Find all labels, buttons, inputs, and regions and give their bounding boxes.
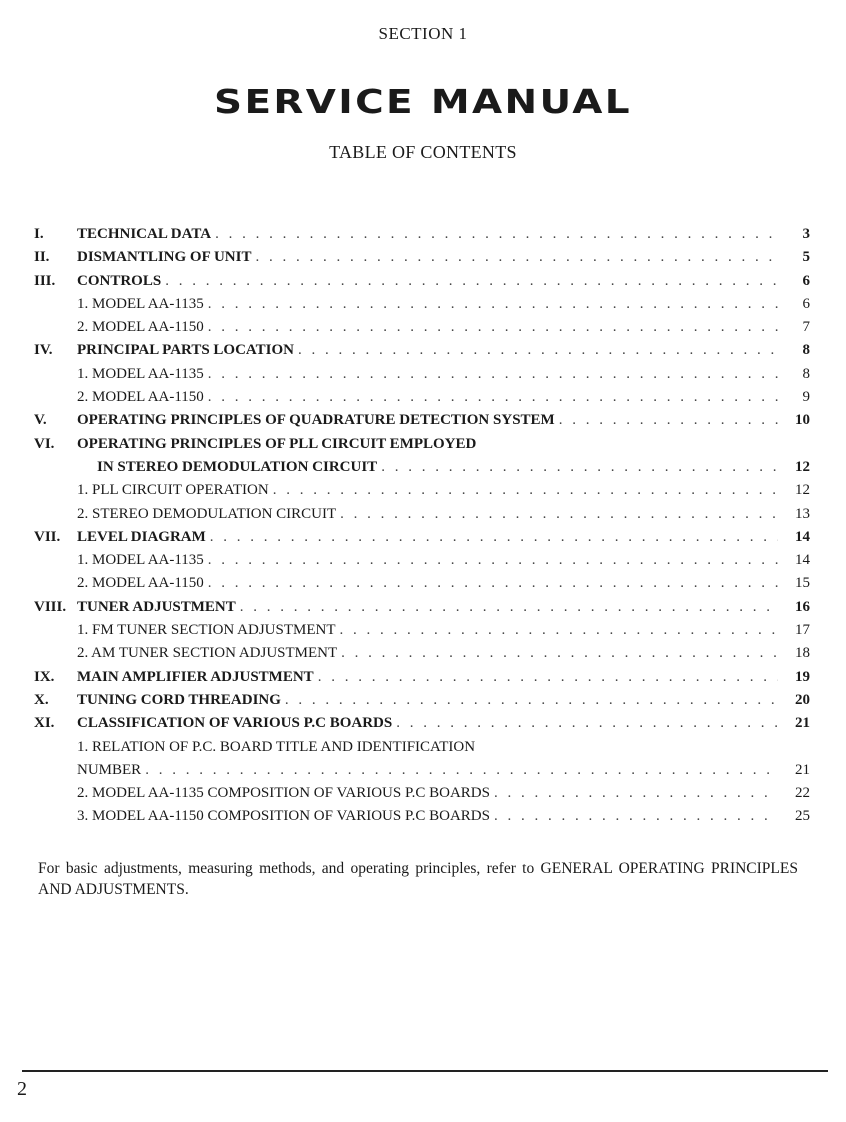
toc-entry-label: TUNING CORD THREADING: [77, 691, 281, 708]
toc-heading: TABLE OF CONTENTS: [329, 142, 517, 162]
toc-entry-number: IX.: [34, 668, 55, 685]
toc-entry-page: 12: [795, 458, 810, 475]
dot-leader: [494, 785, 778, 802]
dot-leader: [208, 319, 778, 336]
dot-leader: [210, 529, 778, 546]
toc-entry-label: OPERATING PRINCIPLES OF QUADRATURE DETECTION SYSTEM: [77, 412, 555, 429]
toc-entry-label: NUMBER: [77, 761, 142, 778]
toc-entry: [34, 319, 810, 342]
toc-entry-label: 2. AM TUNER SECTION ADJUSTMENT: [77, 645, 338, 662]
toc-entry-page: 20: [795, 691, 810, 708]
toc-entry-page: 7: [802, 319, 810, 336]
toc-entry-label: TUNER ADJUSTMENT: [77, 598, 236, 615]
dot-leader: [396, 715, 778, 732]
page-number: 2: [17, 1078, 27, 1100]
dot-leader: [255, 249, 778, 266]
dot-leader: [165, 273, 778, 290]
toc-entry-label: TECHNICAL DATA: [77, 226, 212, 242]
toc-entry: [34, 575, 810, 598]
dot-leader: [298, 342, 778, 359]
toc-entry-number: V.: [34, 412, 47, 429]
toc-entry: [34, 785, 810, 808]
toc-entry-page: 19: [795, 668, 810, 685]
toc-entry-number: VI.: [34, 435, 55, 452]
toc-entry-number: VII.: [34, 528, 61, 545]
footer-rule: [22, 1070, 828, 1072]
toc-entry-page: 13: [795, 505, 810, 522]
toc-entry-page: 12: [795, 482, 810, 499]
toc-entry-page: 16: [795, 598, 810, 615]
toc-entry: [34, 249, 810, 272]
toc-entry: [34, 808, 810, 831]
dot-leader: [208, 296, 778, 313]
toc-entry-number: X.: [34, 691, 49, 708]
toc-entry-label: 3. MODEL AA-1150 COMPOSITION OF VARIOUS P.C BOARDS: [77, 808, 490, 825]
dot-leader: [340, 622, 779, 639]
toc-entry-page: 6: [802, 272, 810, 289]
dot-leader: [494, 808, 778, 825]
toc-entry: [34, 552, 810, 575]
toc-entry-label: 2. MODEL AA-1135 COMPOSITION OF VARIOUS P.C BOARDS: [77, 785, 490, 802]
toc-entry: [34, 296, 810, 319]
toc-entry: [34, 366, 810, 389]
dot-leader: [208, 552, 778, 569]
dot-leader: [559, 412, 778, 429]
toc-entry-label: CLASSIFICATION OF VARIOUS P.C BOARDS: [77, 715, 393, 732]
toc-entry: [34, 482, 810, 505]
toc-entry: [34, 692, 810, 715]
table-of-contents: [34, 226, 810, 832]
toc-entry-page: 6: [802, 295, 810, 312]
toc-entry-label: 1. MODEL AA-1135: [77, 552, 204, 569]
toc-entry-number: IV.: [34, 342, 53, 359]
toc-entry: [34, 622, 810, 645]
dot-leader: [145, 762, 778, 779]
toc-entry-number: VIII.: [34, 598, 67, 615]
toc-entry-page: 10: [795, 412, 810, 429]
toc-entry: [34, 273, 810, 296]
toc-entry-page: 14: [795, 552, 810, 569]
dot-leader: [381, 459, 778, 476]
toc-entry: [34, 529, 810, 552]
toc-entry: [34, 762, 810, 785]
toc-entry-number: II.: [34, 249, 50, 266]
section-heading: SECTION 1: [378, 24, 468, 43]
toc-entry-label: CONTROLS: [77, 272, 162, 289]
toc-entry: [34, 645, 810, 668]
toc-entry-page: 18: [795, 645, 810, 662]
dot-leader: [208, 575, 778, 592]
dot-leader: [215, 226, 778, 243]
toc-entry-page: 9: [802, 389, 810, 406]
toc-entry-label: 2. MODEL AA-1150: [77, 389, 204, 406]
dot-leader: [240, 599, 778, 616]
toc-entry-page: 8: [802, 342, 810, 359]
toc-entry-label: 1. MODEL AA-1135: [77, 295, 204, 312]
toc-entry: [34, 459, 810, 482]
dot-leader: [341, 645, 778, 662]
toc-entry: [34, 506, 810, 529]
dot-leader: [318, 669, 778, 686]
toc-entry-page: 21: [795, 715, 810, 732]
toc-entry-label: 2. MODEL AA-1150: [77, 319, 204, 336]
toc-entry-label: MAIN AMPLIFIER ADJUSTMENT: [77, 668, 314, 685]
toc-entry-label: IN STEREO DEMODULATION CIRCUIT: [97, 458, 378, 475]
dot-leader: [208, 389, 778, 406]
toc-entry-label: OPERATING PRINCIPLES OF PLL CIRCUIT EMPLOYED: [77, 435, 477, 452]
toc-entry: [34, 389, 810, 412]
toc-entry: [34, 739, 810, 762]
toc-entry-number: I.: [34, 226, 44, 242]
toc-entry-label: 2. MODEL AA-1150: [77, 575, 204, 592]
toc-entry-page: 22: [795, 785, 810, 802]
toc-entry-page: 17: [795, 622, 810, 639]
toc-entry-number: III.: [34, 272, 56, 289]
reference-note: For basic adjustments, measuring methods, and operating principles, refer to GENERAL OPERATING PRINCIPLES AND ADJUSTMENTS.: [38, 860, 798, 898]
toc-entry-page: 8: [802, 365, 810, 382]
toc-entry: [34, 715, 810, 738]
toc-entry-page: 14: [795, 528, 810, 545]
toc-entry: [34, 342, 810, 365]
toc-entry-label: PRINCIPAL PARTS LOCATION: [77, 342, 294, 359]
toc-entry: [34, 599, 810, 622]
toc-entry-page: 21: [795, 761, 810, 778]
dot-leader: [273, 482, 778, 499]
toc-entry-label: DISMANTLING OF UNIT: [77, 249, 252, 266]
toc-entry-page: 3: [802, 226, 810, 242]
toc-entry: [34, 436, 810, 459]
toc-entry-page: 15: [795, 575, 810, 592]
toc-entry-label: LEVEL DIAGRAM: [77, 528, 206, 545]
dot-leader: [208, 366, 778, 383]
toc-entry-label: 2. STEREO DEMODULATION CIRCUIT: [77, 505, 337, 522]
document-title: SERVICE MANUAL: [214, 82, 632, 121]
toc-entry-label: 1. PLL CIRCUIT OPERATION: [77, 482, 269, 499]
toc-entry-label: 1. FM TUNER SECTION ADJUSTMENT: [77, 622, 336, 639]
toc-entry-number: XI.: [34, 715, 55, 732]
dot-leader: [340, 506, 778, 523]
toc-entry: [34, 669, 810, 692]
toc-entry-page: 5: [802, 249, 810, 266]
toc-entry-label: 1. RELATION OF P.C. BOARD TITLE AND IDENTIFICATION: [77, 738, 476, 755]
toc-entry-label: 1. MODEL AA-1135: [77, 365, 204, 382]
toc-entry: [34, 226, 810, 249]
toc-entry: [34, 412, 810, 435]
toc-entry-page: 25: [795, 808, 810, 825]
dot-leader: [285, 692, 778, 709]
